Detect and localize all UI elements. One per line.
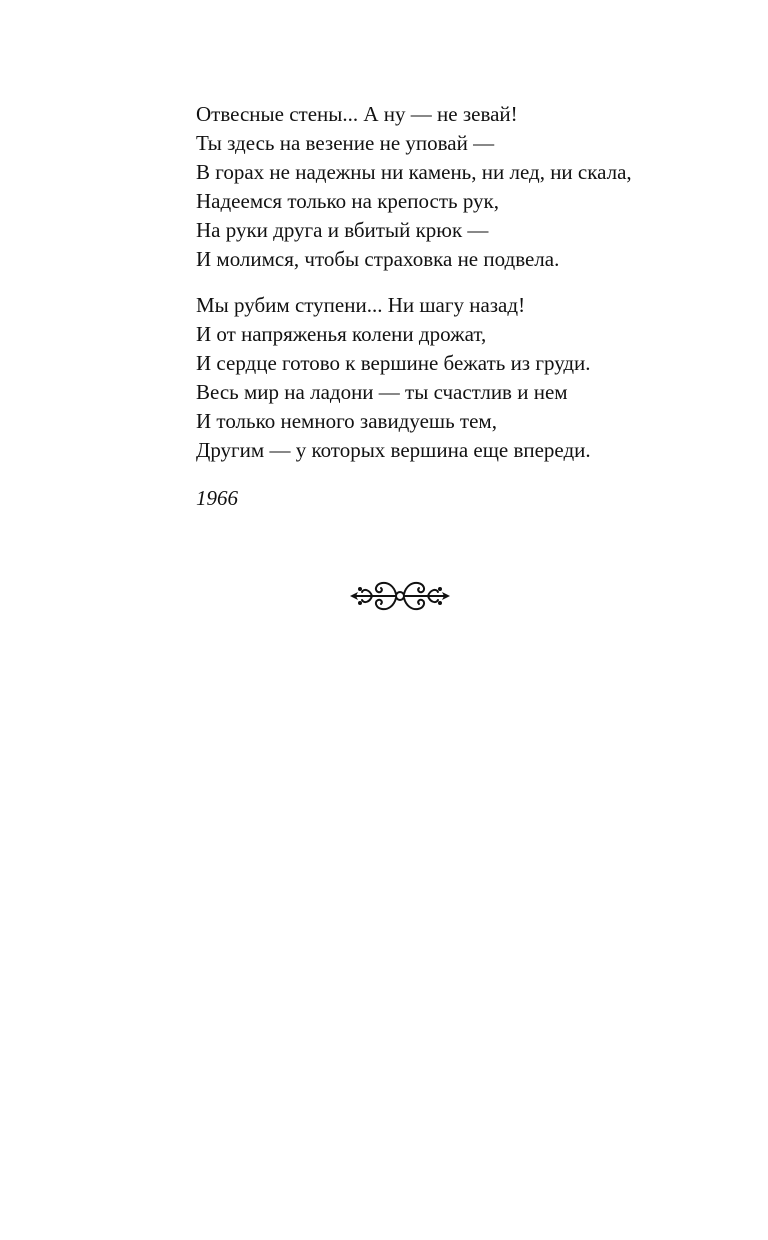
flourish-divider-icon [348, 574, 452, 618]
poem-line: Ты здесь на везение не уповай — [196, 131, 495, 155]
poem-line: И только немного завидуешь тем, [196, 409, 497, 433]
poem-line: И от напряженья колени дрожат, [196, 322, 487, 346]
poem-line: Весь мир на ладони — ты счастлив и нем [196, 380, 568, 404]
poem-line: На руки друга и вбитый крюк — [196, 218, 489, 242]
poem-line: Другим — у которых вершина еще впереди. [196, 438, 591, 462]
stanza-1 [196, 100, 756, 274]
poem [196, 100, 756, 513]
poem-line: И сердце готово к вершине бежать из груди. [196, 351, 591, 375]
poem-line: В горах не надежны ни камень, ни лед, ни скала, [196, 160, 632, 184]
poem-line: И молимся, чтобы страховка не подвела. [196, 247, 560, 271]
poem-line: Мы рубим ступени... Ни шагу назад! [196, 293, 526, 317]
poem-date: 1966 [196, 486, 238, 510]
stanza-2 [196, 291, 756, 465]
poem-line: Надеемся только на крепость рук, [196, 189, 499, 213]
poem-line: Отвесные стены... А ну — не зевай! [196, 102, 518, 126]
